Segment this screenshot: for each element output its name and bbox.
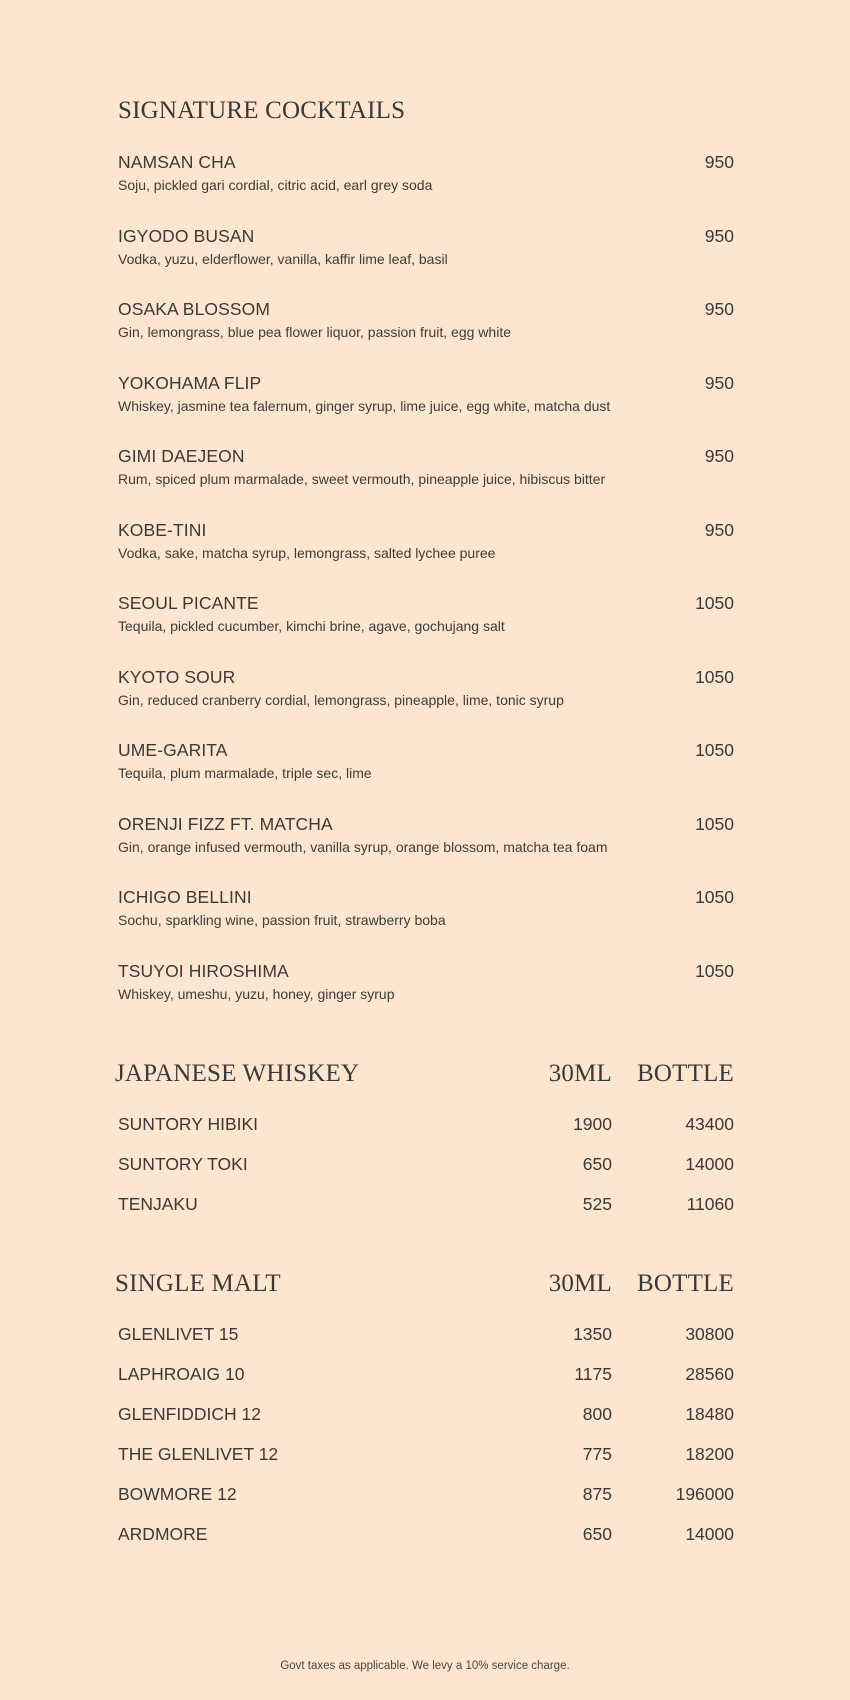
cocktail-list xyxy=(118,150,734,1032)
cocktail-description: Vodka, sake, matcha syrup, lemongrass, salted lychee puree xyxy=(118,544,496,561)
item-name: TENJAKU xyxy=(118,1194,198,1214)
cocktail-price: 950 xyxy=(704,225,734,246)
item-name: GLENLIVET 15 xyxy=(118,1324,239,1344)
price-bottle: 196000 xyxy=(675,1484,734,1504)
column-header-bottle: BOTTLE xyxy=(636,1060,734,1087)
cocktail-item xyxy=(118,297,734,371)
cocktail-description: Tequila, pickled cucumber, kimchi brine, agave, gochujang salt xyxy=(118,618,505,634)
single-malt-section xyxy=(115,1269,734,1544)
item-name: BOWMORE 12 xyxy=(118,1484,237,1504)
japanese-whiskey-title: JAPANESE WHISKEY xyxy=(115,1060,360,1087)
cocktail-name: ICHIGO BELLINI xyxy=(118,887,252,907)
japanese-whiskey-section xyxy=(115,1059,734,1214)
price-bottle: 30800 xyxy=(685,1324,734,1344)
item-name: SUNTORY TOKI xyxy=(118,1154,248,1174)
price-row xyxy=(118,1523,734,1563)
cocktail-description: Sochu, sparkling wine, passion fruit, strawberry boba xyxy=(118,912,446,928)
cocktail-name: SEOUL PICANTE xyxy=(118,593,259,613)
price-bottle: 14000 xyxy=(685,1154,734,1174)
cocktail-price: 1050 xyxy=(695,813,734,834)
cocktail-name: GIMI DAEJEON xyxy=(118,446,245,466)
price-row xyxy=(118,1363,734,1403)
price-30ml: 650 xyxy=(582,1154,612,1174)
price-30ml: 1175 xyxy=(574,1364,612,1384)
price-row xyxy=(118,1323,734,1363)
price-bottle: 14000 xyxy=(685,1524,734,1544)
cocktail-price: 950 xyxy=(704,299,734,319)
cocktail-item xyxy=(118,665,734,739)
price-30ml: 1900 xyxy=(573,1114,612,1134)
item-name: LAPHROAIG 10 xyxy=(118,1364,245,1384)
price-30ml: 800 xyxy=(582,1404,612,1424)
footer-note: Govt taxes as applicable. We levy a 10% service charge. xyxy=(280,1660,570,1672)
cocktail-item xyxy=(118,591,734,665)
price-row xyxy=(118,1483,734,1523)
cocktail-price: 950 xyxy=(704,152,734,172)
price-bottle: 11060 xyxy=(686,1194,734,1214)
column-header-bottle: BOTTLE xyxy=(636,1270,734,1297)
price-30ml: 650 xyxy=(582,1524,612,1544)
cocktail-description: Soju, pickled gari cordial, citric acid, earl grey soda xyxy=(118,177,433,193)
cocktail-item xyxy=(118,812,734,886)
cocktail-description: Tequila, plum marmalade, triple sec, lime xyxy=(118,765,372,781)
price-30ml: 775 xyxy=(582,1444,612,1464)
price-bottle: 28560 xyxy=(685,1364,734,1384)
item-name: SUNTORY HIBIKI xyxy=(118,1114,259,1134)
price-row xyxy=(118,1193,734,1233)
cocktail-name: KYOTO SOUR xyxy=(118,666,236,687)
cocktail-price: 1050 xyxy=(695,593,734,613)
price-30ml: 1350 xyxy=(573,1324,612,1344)
cocktail-item xyxy=(118,444,734,518)
cocktail-name: NAMSAN CHA xyxy=(118,152,236,172)
japanese-whiskey-header xyxy=(115,1059,734,1093)
cocktail-name: OSAKA BLOSSOM xyxy=(118,299,271,319)
cocktail-price: 1050 xyxy=(695,887,734,907)
price-bottle: 18200 xyxy=(685,1444,734,1464)
cocktails-section-title: SIGNATURE COCKTAILS xyxy=(118,97,406,124)
cocktail-item xyxy=(118,959,734,1033)
cocktail-price: 950 xyxy=(704,446,734,466)
item-name: ARDMORE xyxy=(118,1524,208,1544)
cocktail-description: Whiskey, jasmine tea falernum, ginger syrup, lime juice, egg white, matcha dust xyxy=(118,397,611,414)
cocktail-price: 1050 xyxy=(695,666,734,687)
japanese-whiskey-list xyxy=(118,1113,734,1233)
cocktail-name: TSUYOI HIROSHIMA xyxy=(118,960,289,981)
cocktail-description: Rum, spiced plum marmalade, sweet vermouth, pineapple juice, hibiscus bitter xyxy=(118,471,606,487)
price-row xyxy=(118,1443,734,1483)
cocktail-name: UME-GARITA xyxy=(118,740,228,760)
price-30ml: 875 xyxy=(582,1484,612,1504)
column-header-30ml: 30ML xyxy=(548,1270,612,1297)
cocktail-description: Vodka, yuzu, elderflower, vanilla, kaffir lime leaf, basil xyxy=(118,250,448,267)
price-bottle: 43400 xyxy=(685,1114,734,1134)
cocktail-description: Gin, reduced cranberry cordial, lemongrass, pineapple, lime, tonic syrup xyxy=(118,691,564,708)
cocktail-item xyxy=(118,224,734,298)
cocktail-item xyxy=(118,150,734,224)
price-row xyxy=(118,1113,734,1153)
cocktail-item xyxy=(118,371,734,445)
item-name: GLENFIDDICH 12 xyxy=(118,1404,261,1424)
single-malt-list xyxy=(118,1323,734,1563)
column-header-30ml: 30ML xyxy=(548,1060,612,1087)
cocktail-price: 1050 xyxy=(695,960,734,981)
item-name: THE GLENLIVET 12 xyxy=(118,1444,279,1464)
price-row xyxy=(118,1153,734,1193)
cocktail-description: Gin, lemongrass, blue pea flower liquor, passion fruit, egg white xyxy=(118,324,511,340)
cocktail-price: 950 xyxy=(704,372,734,393)
cocktail-description: Whiskey, umeshu, yuzu, honey, ginger syrup xyxy=(118,985,395,1002)
cocktail-name: ORENJI FIZZ FT. MATCHA xyxy=(118,813,333,834)
cocktail-item xyxy=(118,885,734,959)
cocktail-name: IGYODO BUSAN xyxy=(118,225,255,246)
single-malt-header xyxy=(115,1269,734,1303)
cocktail-item xyxy=(118,518,734,592)
single-malt-title: SINGLE MALT xyxy=(115,1270,281,1297)
cocktail-name: KOBE-TINI xyxy=(118,519,207,540)
cocktail-item xyxy=(118,738,734,812)
cocktail-name: YOKOHAMA FLIP xyxy=(118,372,262,393)
cocktail-description: Gin, orange infused vermouth, vanilla syrup, orange blossom, matcha tea foam xyxy=(118,838,608,855)
cocktail-price: 1050 xyxy=(695,740,734,760)
price-row xyxy=(118,1403,734,1443)
price-bottle: 18480 xyxy=(685,1404,734,1424)
cocktail-price: 950 xyxy=(704,519,734,540)
price-30ml: 525 xyxy=(582,1194,612,1214)
